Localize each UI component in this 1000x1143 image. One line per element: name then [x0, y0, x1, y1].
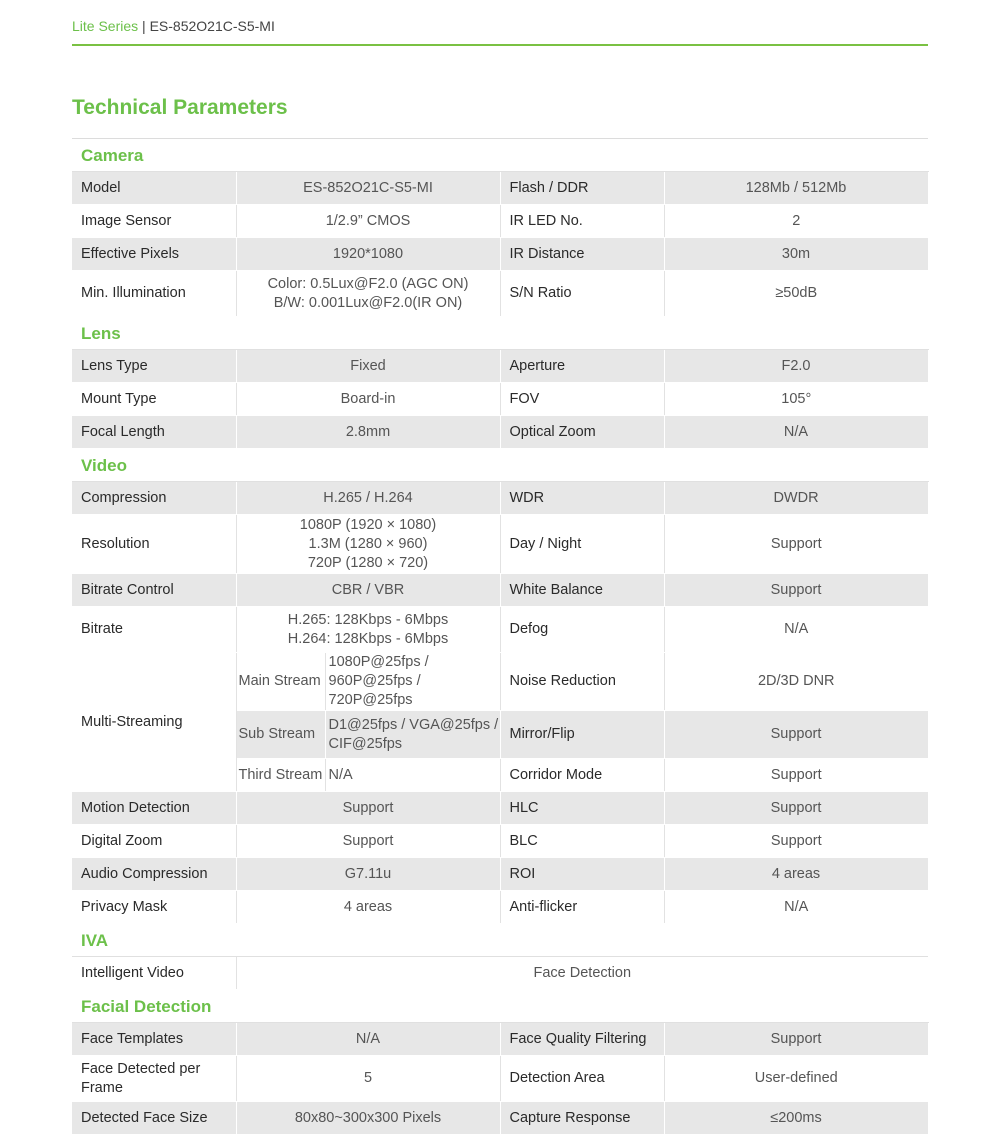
section-title: Facial Detection: [72, 990, 928, 1023]
spec-value: CBR / VBR: [236, 574, 500, 607]
spec-label: Focal Length: [72, 416, 236, 449]
spec-row: [72, 383, 928, 416]
spec-value: Support: [664, 759, 928, 792]
spec-label: Anti-flicker: [500, 891, 664, 924]
spec-value: Support: [664, 574, 928, 607]
stream-type: Third Stream: [238, 766, 323, 783]
page-title: Technical Parameters: [72, 96, 288, 119]
spec-value: Support: [236, 792, 500, 825]
spec-value: DWDR: [664, 482, 928, 515]
spec-value: 80x80~300x300 Pixels: [236, 1102, 500, 1135]
series-name: Lite Series: [72, 18, 139, 34]
section-title: IVA: [72, 924, 928, 957]
spec-label: Intelligent Video: [72, 957, 236, 990]
spec-label: Capture Response: [500, 1102, 664, 1135]
spec-row: [72, 891, 928, 924]
header-divider: [72, 44, 928, 46]
spec-row: [72, 607, 928, 653]
spec-label: Compression: [72, 482, 236, 515]
spec-label: BLC: [500, 825, 664, 858]
spec-value: 1080P (1920 × 1080) 1.3M (1280 × 960) 720P (1280 × 720): [236, 515, 500, 574]
spec-label: Motion Detection: [72, 792, 236, 825]
section-header-lens: [72, 317, 928, 350]
stream-type: Main Stream: [238, 673, 321, 689]
spec-label: Mount Type: [72, 383, 236, 416]
spec-value: N/A: [664, 416, 928, 449]
stream-value: N/A: [325, 759, 500, 791]
spec-row: [72, 1102, 928, 1135]
stream-cell: [236, 653, 500, 711]
spec-value: N/A: [236, 1023, 500, 1056]
spec-label: IR LED No.: [500, 205, 664, 238]
spec-row: [72, 1056, 928, 1102]
spec-label: Face Detected per Frame: [72, 1056, 236, 1102]
stream-cell: [236, 711, 500, 759]
spec-value: H.265: 128Kbps - 6Mbps H.264: 128Kbps - 6Mbps: [236, 607, 500, 653]
section-header-facial: [72, 990, 928, 1023]
spec-value: 5: [236, 1056, 500, 1102]
spec-value: 4 areas: [236, 891, 500, 924]
section-header-iva: [72, 924, 928, 957]
spec-label: Day / Night: [500, 515, 664, 574]
spec-row: [72, 350, 928, 383]
spec-row: [72, 172, 928, 205]
stream-type: Sub Stream: [238, 726, 316, 742]
section-header-camera: [72, 139, 928, 172]
spec-row: [72, 957, 928, 990]
header-separator: |: [142, 18, 146, 34]
spec-label: S/N Ratio: [500, 271, 664, 317]
spec-label: Resolution: [72, 515, 236, 574]
spec-row: [72, 1023, 928, 1056]
section-title: Camera: [72, 139, 928, 172]
spec-value: Fixed: [236, 350, 500, 383]
multistream-row: [72, 653, 928, 711]
spec-label: White Balance: [500, 574, 664, 607]
spec-row: [72, 238, 928, 271]
spec-value: Support: [664, 1023, 928, 1056]
spec-value: N/A: [664, 607, 928, 653]
spec-value: User-defined: [664, 1056, 928, 1102]
spec-value: Face Detection: [236, 957, 928, 990]
spec-label: Bitrate Control: [72, 574, 236, 607]
page-header: [72, 18, 275, 34]
spec-label: Noise Reduction: [500, 653, 664, 711]
spec-label: Audio Compression: [72, 858, 236, 891]
spec-label: Face Quality Filtering: [500, 1023, 664, 1056]
spec-value: ES-852O21C-S5-MI: [236, 172, 500, 205]
stream-value: 1080P@25fps / 960P@25fps / 720P@25fps: [325, 653, 500, 710]
spec-value: Board-in: [236, 383, 500, 416]
spec-label: Optical Zoom: [500, 416, 664, 449]
spec-value: G7.11u: [236, 858, 500, 891]
spec-label: Aperture: [500, 350, 664, 383]
section-header-video: [72, 449, 928, 482]
spec-label: Detected Face Size: [72, 1102, 236, 1135]
spec-value: 128Mb / 512Mb: [664, 172, 928, 205]
spec-row: [72, 858, 928, 891]
spec-label: IR Distance: [500, 238, 664, 271]
spec-row: [72, 271, 928, 317]
spec-label: Flash / DDR: [500, 172, 664, 205]
spec-label: ROI: [500, 858, 664, 891]
spec-label: Min. Illumination: [72, 271, 236, 317]
spec-label: HLC: [500, 792, 664, 825]
spec-label: Defog: [500, 607, 664, 653]
spec-value: Support: [664, 792, 928, 825]
spec-table: [72, 139, 929, 1135]
spec-row: [72, 792, 928, 825]
section-title: Lens: [72, 317, 928, 350]
spec-label: Digital Zoom: [72, 825, 236, 858]
spec-value: ≥50dB: [664, 271, 928, 317]
spec-label: Model: [72, 172, 236, 205]
spec-value: Support: [664, 825, 928, 858]
spec-value: 2: [664, 205, 928, 238]
spec-label: Bitrate: [72, 607, 236, 653]
stream-value: D1@25fps / VGA@25fps / CIF@25fps: [325, 711, 500, 758]
spec-label: Corridor Mode: [500, 759, 664, 792]
spec-row: [72, 515, 928, 574]
spec-value: Support: [664, 711, 928, 759]
spec-value: 2D/3D DNR: [664, 653, 928, 711]
spec-value: Support: [664, 515, 928, 574]
spec-label: Effective Pixels: [72, 238, 236, 271]
spec-value: H.265 / H.264: [236, 482, 500, 515]
spec-value: 105°: [664, 383, 928, 416]
spec-row: [72, 482, 928, 515]
spec-label: Detection Area: [500, 1056, 664, 1102]
spec-value: 4 areas: [664, 858, 928, 891]
spec-label: FOV: [500, 383, 664, 416]
section-title: Video: [72, 449, 928, 482]
spec-row: [72, 205, 928, 238]
spec-value: 30m: [664, 238, 928, 271]
spec-row: [72, 574, 928, 607]
spec-value: 1920*1080: [236, 238, 500, 271]
spec-label: WDR: [500, 482, 664, 515]
spec-value: 1/2.9” CMOS: [236, 205, 500, 238]
spec-value: 2.8mm: [236, 416, 500, 449]
spec-value: ≤200ms: [664, 1102, 928, 1135]
spec-label: Image Sensor: [72, 205, 236, 238]
spec-label: Privacy Mask: [72, 891, 236, 924]
spec-label: Lens Type: [72, 350, 236, 383]
spec-value: N/A: [664, 891, 928, 924]
spec-label: Mirror/Flip: [500, 711, 664, 759]
spec-label: Multi-Streaming: [72, 653, 236, 792]
header-model: ES-852O21C-S5-MI: [149, 18, 275, 34]
spec-row: [72, 825, 928, 858]
spec-row: [72, 416, 928, 449]
spec-value: F2.0: [664, 350, 928, 383]
spec-value: Color: 0.5Lux@F2.0 (AGC ON) B/W: 0.001Lux@F2.0(IR ON): [236, 271, 500, 317]
stream-cell: [236, 759, 500, 792]
spec-value: Support: [236, 825, 500, 858]
spec-label: Face Templates: [72, 1023, 236, 1056]
